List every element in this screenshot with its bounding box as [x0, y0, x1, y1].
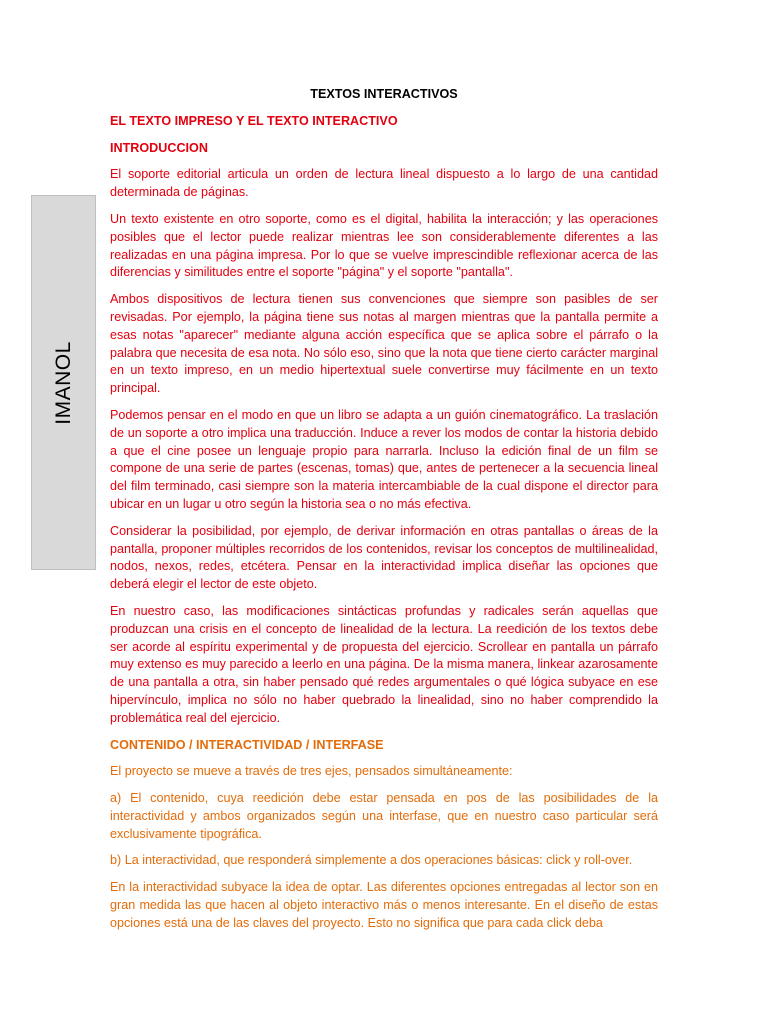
section-heading: EL TEXTO IMPRESO Y EL TEXTO INTERACTIVO	[110, 113, 398, 128]
paragraph: El proyecto se mueve a través de tres ejes, pensados simultáneamente:	[110, 764, 513, 779]
document-title: TEXTOS INTERACTIVOS	[310, 87, 458, 101]
paragraph: a) El contenido, cuya reedición debe estar pensada en pos de las posibilidades de la interactividad y ambos organizados según una interfase, que en nuestro caso particular será exclusivamente tipográfica.	[110, 791, 658, 841]
document-body	[110, 86, 658, 942]
paragraph: En nuestro caso, las modificaciones sintácticas profundas y radicales serán aquellas que produzcan una crisis en el concepto de linealidad de la lectura. La reedición de los textos debe ser acorde al espíritu experimental y de propuesta del ejercicio. Scrollear en pantalla un párrafo muy extenso es muy parecido a leerlo en una página. De la misma manera, linkear azarosamente de una pantalla a otra, sin haber pensado qué redes argumentales o qué lógica subyace en ese hipervínculo, implica no sólo no haber quebrado la linealidad, sino no haber comprendido la problemática real del ejercicio.	[110, 603, 658, 725]
section-heading: CONTENIDO / INTERACTIVIDAD / INTERFASE	[110, 737, 384, 752]
paragraph: Podemos pensar en el modo en que un libro se adapta a un guión cinematográfico. La traslación de un soporte a otro implica una traducción. Induce a rever los modos de contar la historia debido a que el cine posee un lenguaje propio para narrarla. Incluso la edición final de un film se compone de una serie de partes (escenas, tomas) que, antes de pertenecer a la secuencia lineal del film terminado, casi siempre son la materia intercambiable de la cual dispone el director para ubicar en un lugar u otro según la historia sea o no más efectiva.	[110, 407, 658, 511]
paragraph: b) La interactividad, que responderá simplemente a dos operaciones básicas: click y roll-over.	[110, 853, 633, 868]
paragraph: Considerar la posibilidad, por ejemplo, de derivar información en otras pantallas o áreas de la pantalla, proponer múltiples recorridos de los contenidos, revisar los conceptos de multilinealidad, nodos, nexos, redes, etcétera. Pensar en la interactividad implica diseñar las opciones que deberá elegir el lector de este objeto.	[110, 523, 658, 592]
sidebar-label-box	[31, 195, 96, 570]
paragraph: Un texto existente en otro soporte, como es el digital, habilita la interacción; y las operaciones posibles que el lector puede realizar mientras lee son considerablemente diferentes a las realizadas en una página impresa. Por lo que se vuelve imprescindible reflexionar acerca de las diferencias y similitudes entre el soporte "página" y el soporte "pantalla".	[110, 211, 658, 280]
paragraph: El soporte editorial articula un orden de lectura lineal dispuesto a lo largo de una cantidad determinada de páginas.	[110, 167, 658, 200]
paragraph: Ambos dispositivos de lectura tienen sus convenciones que siempre son pasibles de ser revisadas. Por ejemplo, la página tiene sus notas al margen mientras que la pantalla permite a esas notas "aparecer" mediante alguna acción específica que se aplica sobre el párrafo o la palabra que necesita de esa nota. No sólo eso, sino que la nota que tiene cierto carácter marginal en un texto impreso, en un medio hipertextual suele convertirse muy fácilmente en un texto principal.	[110, 292, 658, 396]
section-subheading: INTRODUCCION	[110, 140, 208, 155]
paragraph: En la interactividad subyace la idea de optar. Las diferentes opciones entregadas al lector son en gran medida las que hacen al objeto interactivo más o menos interesante. En el diseño de estas opciones está una de las claves del proyecto. Esto no significa que para cada click deba	[110, 880, 658, 930]
sidebar-label: IMANOL	[51, 340, 75, 425]
